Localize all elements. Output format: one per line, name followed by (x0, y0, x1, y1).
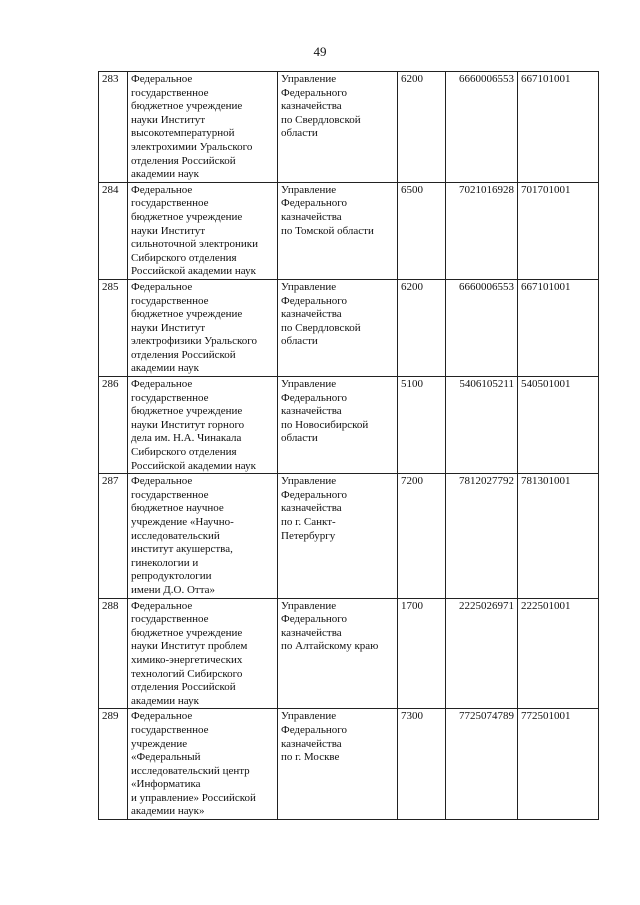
organization-name: Федеральное государственное бюджетное учреждение науки Институт сильноточной электроники Сибирского отделения Российской академии наук (128, 182, 278, 279)
treasury-department: Управление Федерального казначейства по Свердловской области (278, 279, 398, 376)
treasury-department: Управление Федерального казначейства по Алтайскому краю (278, 598, 398, 709)
organization-name: Федеральное государственное бюджетное научное учреждение «Научно- исследовательский институт акушерства, гинекологии и репродуктологии имени Д.О. Отта» (128, 474, 278, 598)
inn-value: 6660006553 (446, 279, 518, 376)
treasury-code: 6200 (398, 279, 446, 376)
table-row (99, 598, 599, 709)
organization-name: Федеральное государственное учреждение «Федеральный исследовательский центр «Информатика и управление» Российской академии наук» (128, 709, 278, 820)
row-number: 285 (99, 279, 128, 376)
organizations-table (98, 71, 599, 820)
row-number: 287 (99, 474, 128, 598)
organization-name: Федеральное государственное бюджетное учреждение науки Институт высокотемпературной электрохимии Уральского отделения Российской академии наук (128, 72, 278, 183)
organization-name: Федеральное государственное бюджетное учреждение науки Институт горного дела им. Н.А. Чинакала Сибирского отделения Российской академии наук (128, 377, 278, 474)
table-row (99, 474, 599, 598)
kpp-value: 772501001 (518, 709, 599, 820)
inn-value: 2225026971 (446, 598, 518, 709)
treasury-code: 1700 (398, 598, 446, 709)
organization-name: Федеральное государственное бюджетное учреждение науки Институт электрофизики Уральского отделения Российской академии наук (128, 279, 278, 376)
treasury-code: 5100 (398, 377, 446, 474)
table-row (99, 182, 599, 279)
kpp-value: 667101001 (518, 279, 599, 376)
kpp-value: 667101001 (518, 72, 599, 183)
table-row (99, 72, 599, 183)
kpp-value: 781301001 (518, 474, 599, 598)
treasury-code: 7200 (398, 474, 446, 598)
inn-value: 7021016928 (446, 182, 518, 279)
row-number: 286 (99, 377, 128, 474)
row-number: 283 (99, 72, 128, 183)
inn-value: 5406105211 (446, 377, 518, 474)
table-row (99, 377, 599, 474)
treasury-code: 6500 (398, 182, 446, 279)
treasury-department: Управление Федерального казначейства по Новосибирской области (278, 377, 398, 474)
row-number: 289 (99, 709, 128, 820)
row-number: 284 (99, 182, 128, 279)
treasury-department: Управление Федерального казначейства по Свердловской области (278, 72, 398, 183)
treasury-department: Управление Федерального казначейства по г. Москве (278, 709, 398, 820)
inn-value: 7725074789 (446, 709, 518, 820)
kpp-value: 222501001 (518, 598, 599, 709)
organization-name: Федеральное государственное бюджетное учреждение науки Институт проблем химико-энергетических технологий Сибирского отделения Российской академии наук (128, 598, 278, 709)
table-row (99, 279, 599, 376)
treasury-code: 6200 (398, 72, 446, 183)
inn-value: 7812027792 (446, 474, 518, 598)
treasury-department: Управление Федерального казначейства по г. Санкт- Петербургу (278, 474, 398, 598)
treasury-department: Управление Федерального казначейства по Томской области (278, 182, 398, 279)
inn-value: 6660006553 (446, 72, 518, 183)
row-number: 288 (99, 598, 128, 709)
kpp-value: 540501001 (518, 377, 599, 474)
treasury-code: 7300 (398, 709, 446, 820)
table-row (99, 709, 599, 820)
page-number: 49 (313, 44, 327, 59)
kpp-value: 701701001 (518, 182, 599, 279)
